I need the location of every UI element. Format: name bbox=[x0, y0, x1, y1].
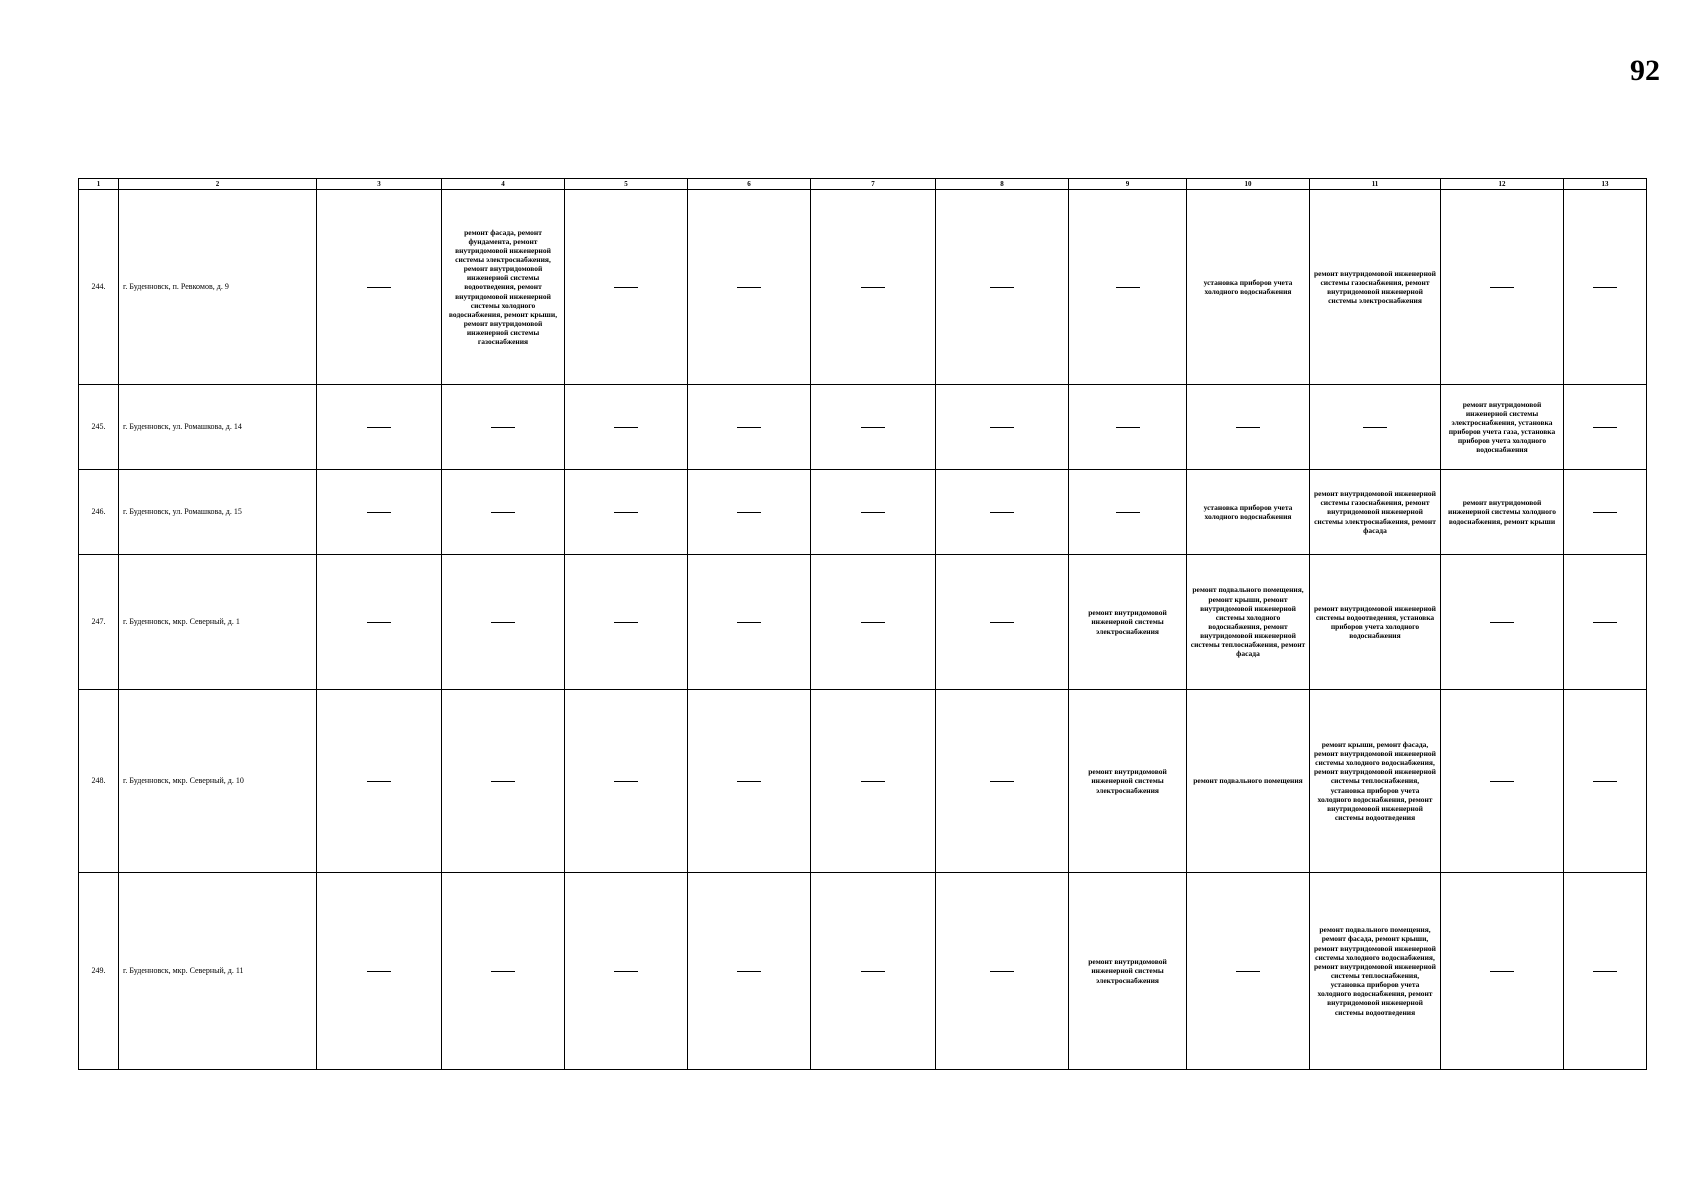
empty-cell bbox=[1564, 555, 1647, 690]
empty-cell bbox=[565, 385, 688, 470]
work-description-cell: ремонт внутридомовой инженерной системы электроснабжения, установка приборов учета газа, установка приборов учета холодного водоснабжения bbox=[1441, 385, 1564, 470]
dash-mark bbox=[737, 622, 761, 623]
empty-cell bbox=[442, 690, 565, 873]
dash-mark bbox=[491, 971, 515, 972]
dash-mark bbox=[614, 512, 638, 513]
empty-cell bbox=[1441, 690, 1564, 873]
empty-cell bbox=[1187, 385, 1310, 470]
empty-cell bbox=[1441, 555, 1564, 690]
dash-mark bbox=[1593, 781, 1617, 782]
empty-cell bbox=[936, 690, 1069, 873]
dash-mark bbox=[1490, 971, 1514, 972]
empty-cell bbox=[688, 690, 811, 873]
empty-cell bbox=[688, 385, 811, 470]
dash-mark bbox=[614, 427, 638, 428]
column-number: 7 bbox=[811, 179, 936, 190]
empty-cell bbox=[936, 470, 1069, 555]
header-row bbox=[79, 179, 1647, 190]
empty-cell bbox=[688, 873, 811, 1070]
column-number: 4 bbox=[442, 179, 565, 190]
dash-mark bbox=[1116, 427, 1140, 428]
empty-cell bbox=[1069, 190, 1187, 385]
empty-cell bbox=[317, 690, 442, 873]
dash-mark bbox=[614, 622, 638, 623]
table-row bbox=[79, 873, 1647, 1070]
work-description-cell: ремонт фасада, ремонт фундамента, ремонт внутридомовой инженерной системы электроснабжения, ремонт внутридомовой инженерной системы водоотведения, ремонт внутридомовой инженерной системы холодного водоснабжения, ремонт крыши, ремонт внутридомовой инженерной системы газоснабжения bbox=[442, 190, 565, 385]
empty-cell bbox=[442, 873, 565, 1070]
empty-cell bbox=[1069, 470, 1187, 555]
empty-cell bbox=[565, 555, 688, 690]
work-description-cell: ремонт внутридомовой инженерной системы водоотведения, установка приборов учета холодного водоснабжения bbox=[1310, 555, 1441, 690]
empty-cell bbox=[1187, 873, 1310, 1070]
dash-mark bbox=[614, 781, 638, 782]
column-number: 8 bbox=[936, 179, 1069, 190]
dash-mark bbox=[861, 971, 885, 972]
empty-cell bbox=[317, 470, 442, 555]
empty-cell bbox=[811, 555, 936, 690]
dash-mark bbox=[367, 512, 391, 513]
empty-cell bbox=[1564, 190, 1647, 385]
empty-cell bbox=[811, 190, 936, 385]
column-number: 1 bbox=[79, 179, 119, 190]
empty-cell bbox=[936, 385, 1069, 470]
dash-mark bbox=[1236, 427, 1260, 428]
row-number: 249. bbox=[79, 873, 119, 1070]
dash-mark bbox=[1490, 781, 1514, 782]
empty-cell bbox=[565, 873, 688, 1070]
table-row bbox=[79, 690, 1647, 873]
address-cell: г. Буденновск, п. Ревкомов, д. 9 bbox=[119, 190, 317, 385]
column-number: 5 bbox=[565, 179, 688, 190]
empty-cell bbox=[317, 385, 442, 470]
empty-cell bbox=[811, 385, 936, 470]
empty-cell bbox=[1564, 385, 1647, 470]
page-number: 92 bbox=[1630, 54, 1660, 87]
dash-mark bbox=[1593, 427, 1617, 428]
empty-cell bbox=[1564, 873, 1647, 1070]
work-description-cell: ремонт крыши, ремонт фасада, ремонт внутридомовой инженерной системы холодного водоснабжения, ремонт внутридомовой инженерной системы теплоснабжения, установка приборов учета холодного водоснабжения, ремонт внутридомовой инженерной системы водоотведения bbox=[1310, 690, 1441, 873]
dash-mark bbox=[990, 622, 1014, 623]
dash-mark bbox=[614, 287, 638, 288]
column-number: 6 bbox=[688, 179, 811, 190]
column-number: 3 bbox=[317, 179, 442, 190]
dash-mark bbox=[1593, 512, 1617, 513]
work-description-cell: ремонт внутридомовой инженерной системы электроснабжения bbox=[1069, 555, 1187, 690]
dash-mark bbox=[367, 287, 391, 288]
empty-cell bbox=[936, 190, 1069, 385]
row-number: 246. bbox=[79, 470, 119, 555]
address-cell: г. Буденновск, ул. Ромашкова, д. 15 bbox=[119, 470, 317, 555]
column-number: 12 bbox=[1441, 179, 1564, 190]
dash-mark bbox=[737, 971, 761, 972]
work-description-cell: ремонт подвального помещения bbox=[1187, 690, 1310, 873]
dash-mark bbox=[990, 781, 1014, 782]
work-description-cell: ремонт подвального помещения, ремонт крыши, ремонт внутридомовой инженерной системы холодного водоснабжения, ремонт внутридомовой инженерной системы теплоснабжения, ремонт фасада bbox=[1187, 555, 1310, 690]
table-row bbox=[79, 555, 1647, 690]
dash-mark bbox=[861, 622, 885, 623]
address-cell: г. Буденновск, мкр. Северный, д. 1 bbox=[119, 555, 317, 690]
empty-cell bbox=[811, 470, 936, 555]
dash-mark bbox=[861, 512, 885, 513]
address-cell: г. Буденновск, мкр. Северный, д. 10 bbox=[119, 690, 317, 873]
row-number: 244. bbox=[79, 190, 119, 385]
row-number: 248. bbox=[79, 690, 119, 873]
row-number: 247. bbox=[79, 555, 119, 690]
dash-mark bbox=[367, 427, 391, 428]
address-cell: г. Буденновск, мкр. Северный, д. 11 bbox=[119, 873, 317, 1070]
work-description-cell: ремонт внутридомовой инженерной системы газоснабжения, ремонт внутридомовой инженерной системы электроснабжения, ремонт фасада bbox=[1310, 470, 1441, 555]
empty-cell bbox=[1069, 385, 1187, 470]
empty-cell bbox=[442, 470, 565, 555]
empty-cell bbox=[1441, 873, 1564, 1070]
dash-mark bbox=[990, 427, 1014, 428]
empty-cell bbox=[317, 190, 442, 385]
row-number: 245. bbox=[79, 385, 119, 470]
empty-cell bbox=[1310, 385, 1441, 470]
dash-mark bbox=[737, 427, 761, 428]
dash-mark bbox=[990, 287, 1014, 288]
dash-mark bbox=[367, 781, 391, 782]
dash-mark bbox=[1116, 512, 1140, 513]
empty-cell bbox=[565, 690, 688, 873]
dash-mark bbox=[737, 287, 761, 288]
work-description-cell: ремонт внутридомовой инженерной системы электроснабжения bbox=[1069, 690, 1187, 873]
dash-mark bbox=[1593, 287, 1617, 288]
empty-cell bbox=[936, 555, 1069, 690]
empty-cell bbox=[317, 555, 442, 690]
table-row bbox=[79, 190, 1647, 385]
table-row bbox=[79, 470, 1647, 555]
dash-mark bbox=[990, 512, 1014, 513]
work-description-cell: ремонт внутридомовой инженерной системы газоснабжения, ремонт внутридомовой инженерной системы электроснабжения bbox=[1310, 190, 1441, 385]
empty-cell bbox=[688, 190, 811, 385]
works-table bbox=[78, 178, 1647, 1070]
dash-mark bbox=[491, 512, 515, 513]
empty-cell bbox=[442, 555, 565, 690]
dash-mark bbox=[1236, 971, 1260, 972]
empty-cell bbox=[565, 190, 688, 385]
dash-mark bbox=[737, 781, 761, 782]
empty-cell bbox=[811, 873, 936, 1070]
dash-mark bbox=[990, 971, 1014, 972]
empty-cell bbox=[565, 470, 688, 555]
dash-mark bbox=[1593, 622, 1617, 623]
address-cell: г. Буденновск, ул. Ромашкова, д. 14 bbox=[119, 385, 317, 470]
work-description-cell: ремонт подвального помещения, ремонт фасада, ремонт крыши, ремонт внутридомовой инженерной системы холодного водоснабжения, ремонт внутридомовой инженерной системы теплоснабжения, установка приборов учета холодного водоснабжения, ремонт внутридомовой инженерной системы водоотведения bbox=[1310, 873, 1441, 1070]
dash-mark bbox=[491, 781, 515, 782]
empty-cell bbox=[1441, 190, 1564, 385]
column-number: 2 bbox=[119, 179, 317, 190]
dash-mark bbox=[1593, 971, 1617, 972]
empty-cell bbox=[811, 690, 936, 873]
work-description-cell: ремонт внутридомовой инженерной системы холодного водоснабжения, ремонт крыши bbox=[1441, 470, 1564, 555]
dash-mark bbox=[861, 781, 885, 782]
dash-mark bbox=[367, 622, 391, 623]
dash-mark bbox=[1490, 622, 1514, 623]
column-number: 13 bbox=[1564, 179, 1647, 190]
work-description-cell: установка приборов учета холодного водоснабжения bbox=[1187, 470, 1310, 555]
empty-cell bbox=[317, 873, 442, 1070]
dash-mark bbox=[737, 512, 761, 513]
column-number: 9 bbox=[1069, 179, 1187, 190]
dash-mark bbox=[1363, 427, 1387, 428]
table-row bbox=[79, 385, 1647, 470]
empty-cell bbox=[688, 470, 811, 555]
column-number: 10 bbox=[1187, 179, 1310, 190]
dash-mark bbox=[491, 427, 515, 428]
dash-mark bbox=[861, 427, 885, 428]
empty-cell bbox=[1564, 470, 1647, 555]
empty-cell bbox=[936, 873, 1069, 1070]
empty-cell bbox=[442, 385, 565, 470]
dash-mark bbox=[491, 622, 515, 623]
work-description-cell: установка приборов учета холодного водоснабжения bbox=[1187, 190, 1310, 385]
column-number: 11 bbox=[1310, 179, 1441, 190]
dash-mark bbox=[1116, 287, 1140, 288]
dash-mark bbox=[614, 971, 638, 972]
empty-cell bbox=[688, 555, 811, 690]
dash-mark bbox=[861, 287, 885, 288]
empty-cell bbox=[1564, 690, 1647, 873]
dash-mark bbox=[367, 971, 391, 972]
work-description-cell: ремонт внутридомовой инженерной системы электроснабжения bbox=[1069, 873, 1187, 1070]
dash-mark bbox=[1490, 287, 1514, 288]
